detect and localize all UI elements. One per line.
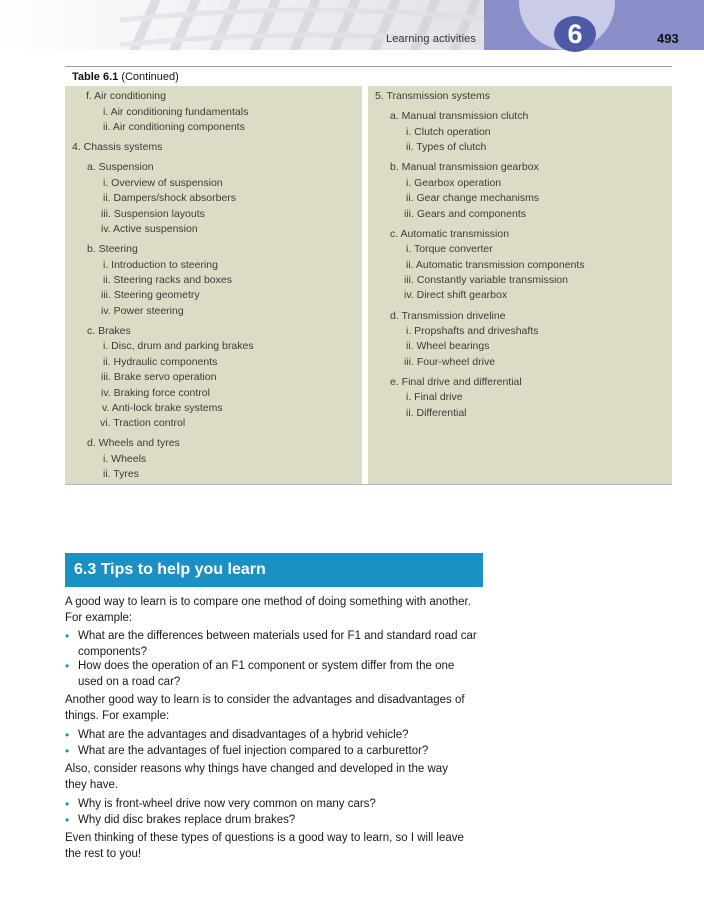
table-item: i. Disc, drum and parking brakes xyxy=(103,340,254,352)
bullet-icon: • xyxy=(65,728,70,742)
paragraph-line: A good way to learn is to compare one method of doing something with another. xyxy=(65,596,471,608)
table-item: iii. Constantly variable transmission xyxy=(404,274,568,286)
paragraph-changes xyxy=(65,761,448,793)
table-item: i. Final drive xyxy=(406,391,463,403)
table-item: d. Transmission driveline xyxy=(390,310,506,322)
table-item: b. Manual transmission gearbox xyxy=(390,161,539,173)
paragraph-line: For example: xyxy=(65,612,133,624)
section-title: 6.3 Tips to help you learn xyxy=(74,561,266,578)
table-item: iv. Braking force control xyxy=(101,387,210,399)
table-item: iii. Steering geometry xyxy=(101,289,200,301)
table-item: b. Steering xyxy=(87,243,138,255)
table-item: ii. Types of clutch xyxy=(406,141,487,153)
table-item: i. Overview of suspension xyxy=(103,177,223,189)
running-title: Learning activities xyxy=(386,33,476,45)
table-item: c. Brakes xyxy=(87,325,131,337)
table-item: d. Wheels and tyres xyxy=(87,437,180,449)
table-item: ii. Wheel bearings xyxy=(406,340,490,352)
table-item: a. Suspension xyxy=(87,161,154,173)
paragraph-compare xyxy=(65,594,471,626)
paragraph-closing xyxy=(65,830,464,862)
table-item: i. Air conditioning fundamentals xyxy=(103,106,249,118)
syllabus-table xyxy=(65,86,672,484)
table-item: i. Gearbox operation xyxy=(406,177,502,189)
bullet-text: What are the advantages and disadvantages of a hybrid vehicle? xyxy=(78,729,409,741)
bullet-icon: • xyxy=(65,813,70,827)
bullet-text: What are the differences between materials used for F1 and standard road car xyxy=(78,630,477,642)
table-item: i. Wheels xyxy=(103,453,147,465)
table-item: a. Manual transmission clutch xyxy=(390,110,529,122)
table-item: iii. Four-wheel drive xyxy=(404,356,496,368)
paragraph-line: Another good way to learn is to consider the advantages and disadvantages of xyxy=(65,694,465,706)
table-bottom-rule xyxy=(65,484,672,485)
table-item: i. Propshafts and driveshafts xyxy=(406,325,539,337)
table-caption-note: (Continued) xyxy=(121,71,179,83)
table-column-divider xyxy=(362,86,368,484)
table-item: iv. Direct shift gearbox xyxy=(404,289,508,301)
bullet-text: Why is front-wheel drive now very common on many cars? xyxy=(78,798,376,810)
table-item: iii. Gears and components xyxy=(404,208,526,220)
bullet-text: What are the advantages of fuel injection compared to a carburettor? xyxy=(78,745,429,757)
paragraph-advantages xyxy=(65,692,465,724)
table-item: f. Air conditioning xyxy=(86,90,166,102)
bullet-icon: • xyxy=(65,659,70,673)
bullet-text: components? xyxy=(78,646,148,658)
table-item: ii. Hydraulic components xyxy=(103,356,218,368)
table-item: iv. Power steering xyxy=(101,305,184,317)
table-caption-label: Table 6.1 xyxy=(72,71,119,83)
page-number: 493 xyxy=(657,31,679,46)
table-caption xyxy=(72,71,179,83)
paragraph-line: Also, consider reasons why things have changed and developed in the way xyxy=(65,763,448,775)
paragraph-line: Even thinking of these types of questions is a good way to learn, so I will leave xyxy=(65,832,464,844)
header-rule xyxy=(65,66,672,67)
table-item: ii. Automatic transmission components xyxy=(406,259,585,271)
section-heading-bar xyxy=(65,553,483,587)
table-item: c. Automatic transmission xyxy=(390,228,510,240)
table-item: 5. Transmission systems xyxy=(375,90,490,102)
table-item: ii. Air conditioning components xyxy=(103,121,245,133)
table-item: iv. Active suspension xyxy=(101,223,198,235)
table-item: ii. Differential xyxy=(406,407,467,419)
paragraph-line: they have. xyxy=(65,779,119,791)
bullet-icon: • xyxy=(65,629,70,643)
table-item: i. Torque converter xyxy=(406,243,493,255)
table-item: ii. Tyres xyxy=(103,468,139,480)
page-header xyxy=(0,0,704,50)
table-item: v. Anti-lock brake systems xyxy=(102,402,223,414)
chapter-number-badge: 6 xyxy=(554,16,596,52)
table-item: iii. Brake servo operation xyxy=(101,371,217,383)
table-item: ii. Dampers/shock absorbers xyxy=(103,192,237,204)
bullet-text: used on a road car? xyxy=(78,676,181,688)
table-item: ii. Steering racks and boxes xyxy=(103,274,232,286)
table-item: ii. Gear change mechanisms xyxy=(406,192,540,204)
bullet-text: Why did disc brakes replace drum brakes? xyxy=(78,814,296,826)
table-item: iii. Suspension layouts xyxy=(101,208,205,220)
table-item: i. Clutch operation xyxy=(406,126,491,138)
table-item: vi. Traction control xyxy=(100,417,186,429)
paragraph-line: things. For example: xyxy=(65,710,170,722)
table-item: 4. Chassis systems xyxy=(72,141,163,153)
bullet-icon: • xyxy=(65,797,70,811)
bullet-text: How does the operation of an F1 component or system differ from the one xyxy=(78,660,455,672)
bullet-icon: • xyxy=(65,744,70,758)
paragraph-line: the rest to you! xyxy=(65,848,142,860)
table-item: i. Introduction to steering xyxy=(103,259,218,271)
table-item: e. Final drive and differential xyxy=(390,376,522,388)
